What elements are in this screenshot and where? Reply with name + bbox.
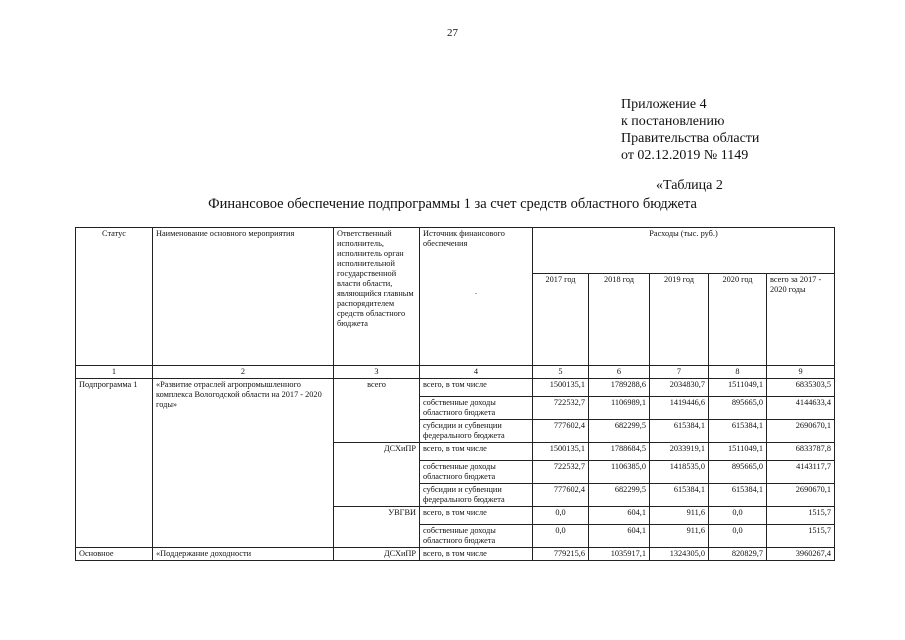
source-cell: собственные доходы областного бюджета xyxy=(420,397,533,420)
column-number: 9 xyxy=(767,366,835,379)
column-number: 8 xyxy=(709,366,767,379)
column-number: 1 xyxy=(76,366,153,379)
value-cell: 722532,7 xyxy=(533,397,589,420)
executor-cell: ДСХиПР xyxy=(334,548,420,561)
status-cell: Основное xyxy=(76,548,153,561)
value-cell: 895665,0 xyxy=(709,461,767,484)
value-cell: 820829,7 xyxy=(709,548,767,561)
finance-table xyxy=(75,227,835,561)
header-source: Источник финансового обеспечения . xyxy=(420,228,533,366)
source-cell: всего, в том числе xyxy=(420,379,533,397)
header-expenses: Расходы (тыс. руб.) xyxy=(533,228,835,274)
value-cell: 1515,7 xyxy=(767,507,835,525)
header-name: Наименование основного мероприятия xyxy=(153,228,334,366)
value-cell: 604,1 xyxy=(589,507,650,525)
executor-cell: УВГВИ xyxy=(334,507,420,548)
value-cell: 1500135,1 xyxy=(533,443,589,461)
appendix-block xyxy=(621,96,759,164)
value-cell: 1324305,0 xyxy=(650,548,709,561)
value-cell: 1511049,1 xyxy=(709,443,767,461)
appendix-line-2: к постановлению xyxy=(621,114,725,129)
table-row xyxy=(76,379,835,397)
executor-cell: ДСХиПР xyxy=(334,443,420,507)
source-cell: собственные доходы областного бюджета xyxy=(420,525,533,548)
source-cell: всего, в том числе xyxy=(420,507,533,525)
value-cell: 2033919,1 xyxy=(650,443,709,461)
appendix-line-4: от 02.12.2019 № 1149 xyxy=(621,148,749,163)
value-cell: 615384,1 xyxy=(709,484,767,507)
value-cell: 1035917,1 xyxy=(589,548,650,561)
value-cell: 2034830,7 xyxy=(650,379,709,397)
value-cell: 777602,4 xyxy=(533,484,589,507)
value-cell: 911,6 xyxy=(650,507,709,525)
column-number: 5 xyxy=(533,366,589,379)
status-cell: Подпрограмма 1 xyxy=(76,379,153,548)
column-number: 6 xyxy=(589,366,650,379)
header-year-2019: 2019 год xyxy=(650,274,709,366)
header-year-2018: 2018 год xyxy=(589,274,650,366)
table-row xyxy=(76,548,835,561)
value-cell: 4143117,7 xyxy=(767,461,835,484)
appendix-line-1: Приложение 4 xyxy=(621,97,707,112)
header-executor: Ответственный исполнитель, исполнитель орган исполнительной государственной власти области, являющийся главным распорядителем средств областного бюджета xyxy=(334,228,420,366)
page-number: 27 xyxy=(447,27,458,39)
name-cell: «Развитие отраслей агропромышленного комплекса Вологодской области на 2017 - 2020 годы» xyxy=(153,379,334,548)
value-cell: 0,0 xyxy=(533,525,589,548)
header-source-label: Источник финансового обеспечения xyxy=(423,229,505,248)
value-cell: 682299,5 xyxy=(589,484,650,507)
value-cell: 777602,4 xyxy=(533,420,589,443)
value-cell: 1515,7 xyxy=(767,525,835,548)
value-cell: 3960267,4 xyxy=(767,548,835,561)
header-year-total: всего за 2017 - 2020 годы xyxy=(767,274,835,366)
value-cell: 1106989,1 xyxy=(589,397,650,420)
value-cell: 1106385,0 xyxy=(589,461,650,484)
value-cell: 1500135,1 xyxy=(533,379,589,397)
source-cell: всего, в том числе xyxy=(420,548,533,561)
value-cell: 682299,5 xyxy=(589,420,650,443)
executor-cell: всего xyxy=(334,379,420,443)
value-cell: 1789288,6 xyxy=(589,379,650,397)
value-cell: 722532,7 xyxy=(533,461,589,484)
value-cell: 911,6 xyxy=(650,525,709,548)
value-cell: 615384,1 xyxy=(709,420,767,443)
value-cell: 615384,1 xyxy=(650,420,709,443)
name-cell: «Поддержание доходности xyxy=(153,548,334,561)
table-label: «Таблица 2 xyxy=(656,178,723,193)
value-cell: 604,1 xyxy=(589,525,650,548)
column-number: 4 xyxy=(420,366,533,379)
source-cell: собственные доходы областного бюджета xyxy=(420,461,533,484)
column-number-row xyxy=(76,366,835,379)
value-cell: 2690670,1 xyxy=(767,420,835,443)
source-cell: всего, в том числе xyxy=(420,443,533,461)
page-title: Финансовое обеспечение подпрограммы 1 за счет средств областного бюджета xyxy=(208,196,697,212)
value-cell: 615384,1 xyxy=(650,484,709,507)
value-cell: 2690670,1 xyxy=(767,484,835,507)
value-cell: 0,0 xyxy=(533,507,589,525)
column-number: 7 xyxy=(650,366,709,379)
header-year-2017: 2017 год xyxy=(533,274,589,366)
header-status: Статус xyxy=(76,228,153,366)
source-cell: субсидии и субвенции федерального бюджета xyxy=(420,420,533,443)
header-year-2020: 2020 год xyxy=(709,274,767,366)
source-cell: субсидии и субвенции федерального бюджета xyxy=(420,484,533,507)
value-cell: 4144633,4 xyxy=(767,397,835,420)
value-cell: 779215,6 xyxy=(533,548,589,561)
value-cell: 1511049,1 xyxy=(709,379,767,397)
column-number: 3 xyxy=(334,366,420,379)
value-cell: 6833787,8 xyxy=(767,443,835,461)
value-cell: 6835303,5 xyxy=(767,379,835,397)
value-cell: 0,0 xyxy=(709,507,767,525)
value-cell: 1419446,6 xyxy=(650,397,709,420)
value-cell: 895665,0 xyxy=(709,397,767,420)
appendix-line-3: Правительства области xyxy=(621,131,760,146)
value-cell: 1418535,0 xyxy=(650,461,709,484)
value-cell: 0,0 xyxy=(709,525,767,548)
value-cell: 1788684,5 xyxy=(589,443,650,461)
column-number: 2 xyxy=(153,366,334,379)
